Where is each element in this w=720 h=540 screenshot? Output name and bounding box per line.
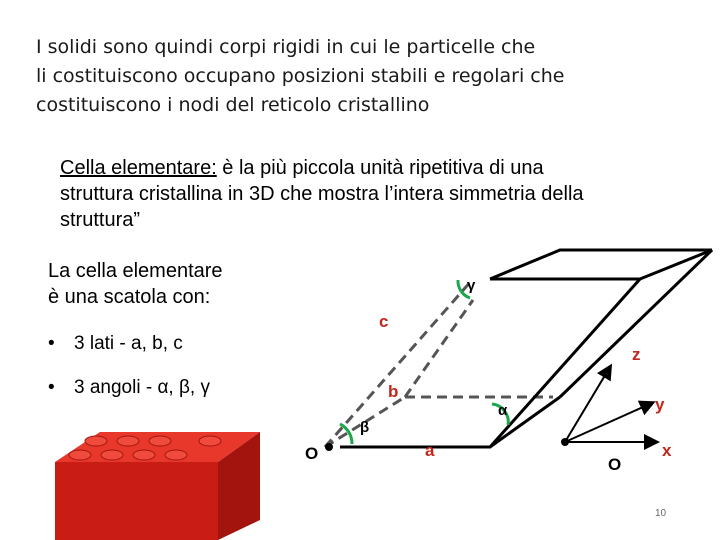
beta-label: β xyxy=(360,419,370,436)
side-c-label: c xyxy=(379,312,389,331)
side-b-label: b xyxy=(388,382,399,401)
intro-line-1: I solidi sono quindi corpi rigidi in cui le particelle che xyxy=(36,36,536,58)
axes-origin-label: O xyxy=(608,455,622,474)
hidden-edge-up xyxy=(405,300,473,397)
box-line-2: è una scatola con: xyxy=(48,286,211,308)
definition-line-3: struttura” xyxy=(60,209,141,231)
bullet-dot: • xyxy=(48,377,55,398)
bullet-sides-text: 3 lati - a, b, c xyxy=(74,333,183,354)
diagram-labels xyxy=(305,277,508,463)
x-axis-label: x xyxy=(662,441,672,460)
right-edges xyxy=(560,250,712,397)
box-line-1: La cella elementare xyxy=(48,260,223,282)
cell-edges xyxy=(340,250,712,447)
bullet-dot: • xyxy=(48,333,55,354)
y-axis-label: y xyxy=(655,395,665,414)
z-axis xyxy=(565,367,610,442)
definition-line-1-rest: è la più piccola unità ripetitiva di una xyxy=(216,157,544,179)
alpha-label: α xyxy=(498,402,508,419)
cell-origin-point xyxy=(325,443,333,451)
definition-term: Cella elementare: xyxy=(60,157,217,179)
gamma-label: γ xyxy=(467,277,476,294)
definition-line-2: struttura cristallina in 3D che mostra l’intera simmetria della xyxy=(60,183,584,205)
intro-line-3: costituiscono i nodi del reticolo cristallino xyxy=(36,94,430,116)
y-axis xyxy=(565,403,652,442)
cell-origin-label: O xyxy=(305,444,319,463)
side-a-label: a xyxy=(425,441,435,460)
axis-labels xyxy=(608,345,672,474)
bullet-angles-text: 3 angoli - α, β, γ xyxy=(74,377,210,398)
hidden-edge-c xyxy=(325,279,473,447)
axes-origin-point xyxy=(561,438,569,446)
lego-brick-image xyxy=(55,432,260,540)
page-number: 10 xyxy=(655,508,667,519)
z-axis-label: z xyxy=(632,345,641,364)
intro-line-2: li costituiscono occupano posizioni stabili e regolari che xyxy=(36,65,565,87)
